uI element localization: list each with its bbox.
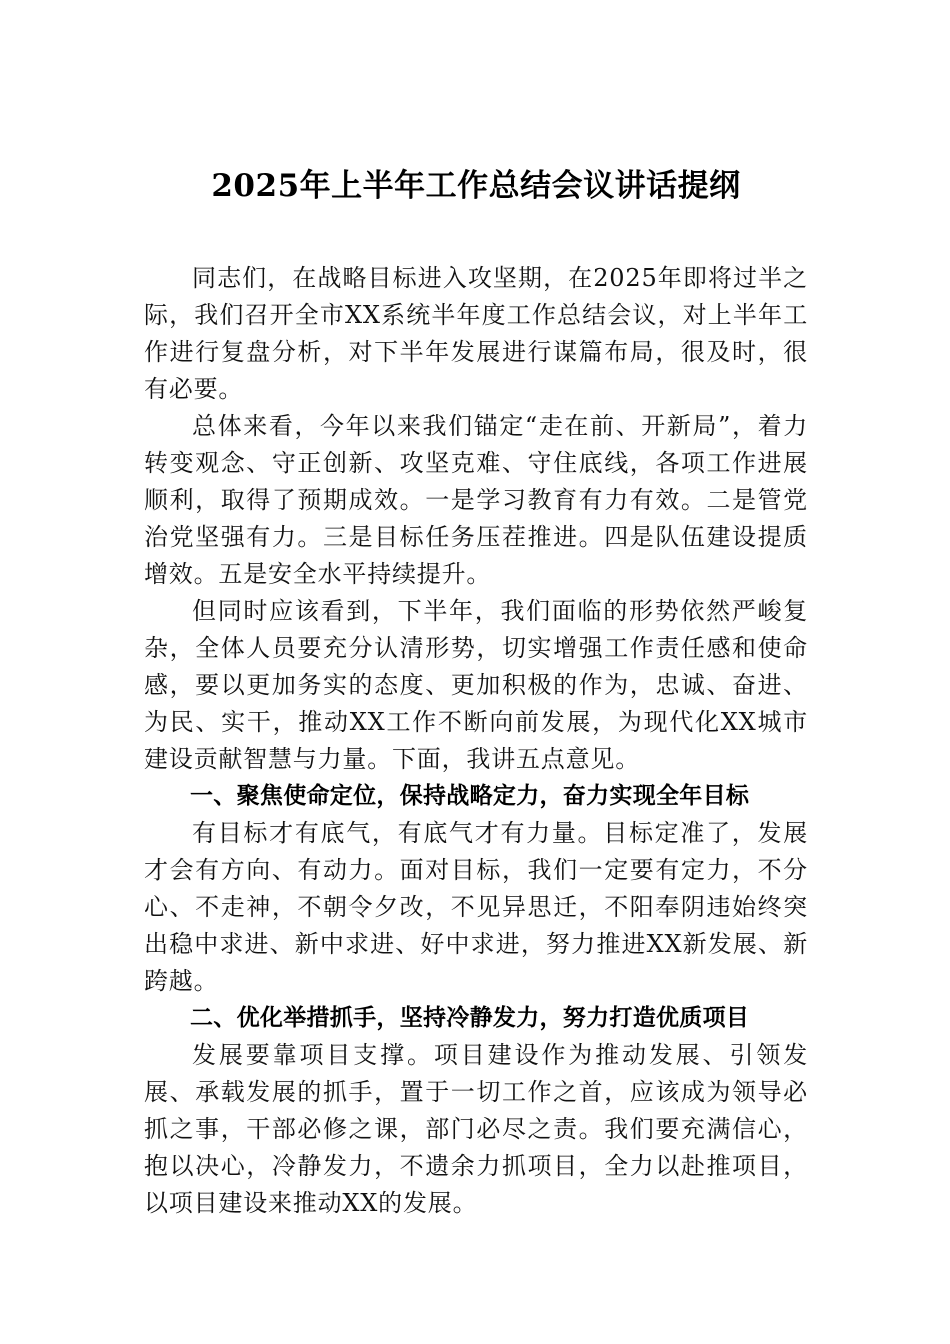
section-2-body: 发展要靠项目支撑。项目建设作为推动发展、引领发展、承载发展的抓手，置于一切工作之首，应该成为领导必抓之事，干部必修之课，部门必尽之责。我们要充满信心，抱以决心，冷静发力，不遗余力抓项目，全力以赴推项目，以项目建设来推动XX的发展。 <box>144 1041 808 1217</box>
section-1-body: 有目标才有底气，有底气才有力量。目标定准了，发展才会有方向、有动力。面对目标，我们一定要有定力，不分心、不走神，不朝令夕改，不见异思迁，不阳奉阴违始终突出稳中求进、新中求进、好中求进，努力推进XX新发展、新跨越。 <box>144 819 808 995</box>
outlook-paragraph: 但同时应该看到，下半年，我们面临的形势依然严峻复杂，全体人员要充分认清形势，切实增强工作责任感和使命感，要以更加务实的态度、更加积极的作为，忠诚、奋进、为民、实干，推动XX工作不断向前发展，为现代化XX城市建设贡献智慧与力量。下面，我讲五点意见。 <box>144 597 808 773</box>
document-title: 2025年上半年工作总结会议讲话提纲 <box>211 168 741 204</box>
opening-paragraph: 同志们，在战略目标进入攻坚期，在2025年即将过半之际，我们召开全市XX系统半年度工作总结会议，对上半年工作进行复盘分析，对下半年发展进行谋篇布局，很及时，很有必要。 <box>144 264 808 403</box>
document-body <box>144 160 808 1222</box>
summary-paragraph: 总体来看，今年以来我们锚定“走在前、开新局”，着力转变观念、守正创新、攻坚克难、守住底线，各项工作进展顺利，取得了预期成效。一是学习教育有力有效。二是管党治党坚强有力。三是目标任务压茬推进。四是队伍建设提质增效。五是安全水平持续提升。 <box>144 412 808 588</box>
section-2-heading: 二、优化举措抓手，坚持冷静发力，努力打造优质项目 <box>190 1005 750 1031</box>
section-1-heading: 一、聚焦使命定位，保持战略定力，奋力实现全年目标 <box>190 783 750 809</box>
